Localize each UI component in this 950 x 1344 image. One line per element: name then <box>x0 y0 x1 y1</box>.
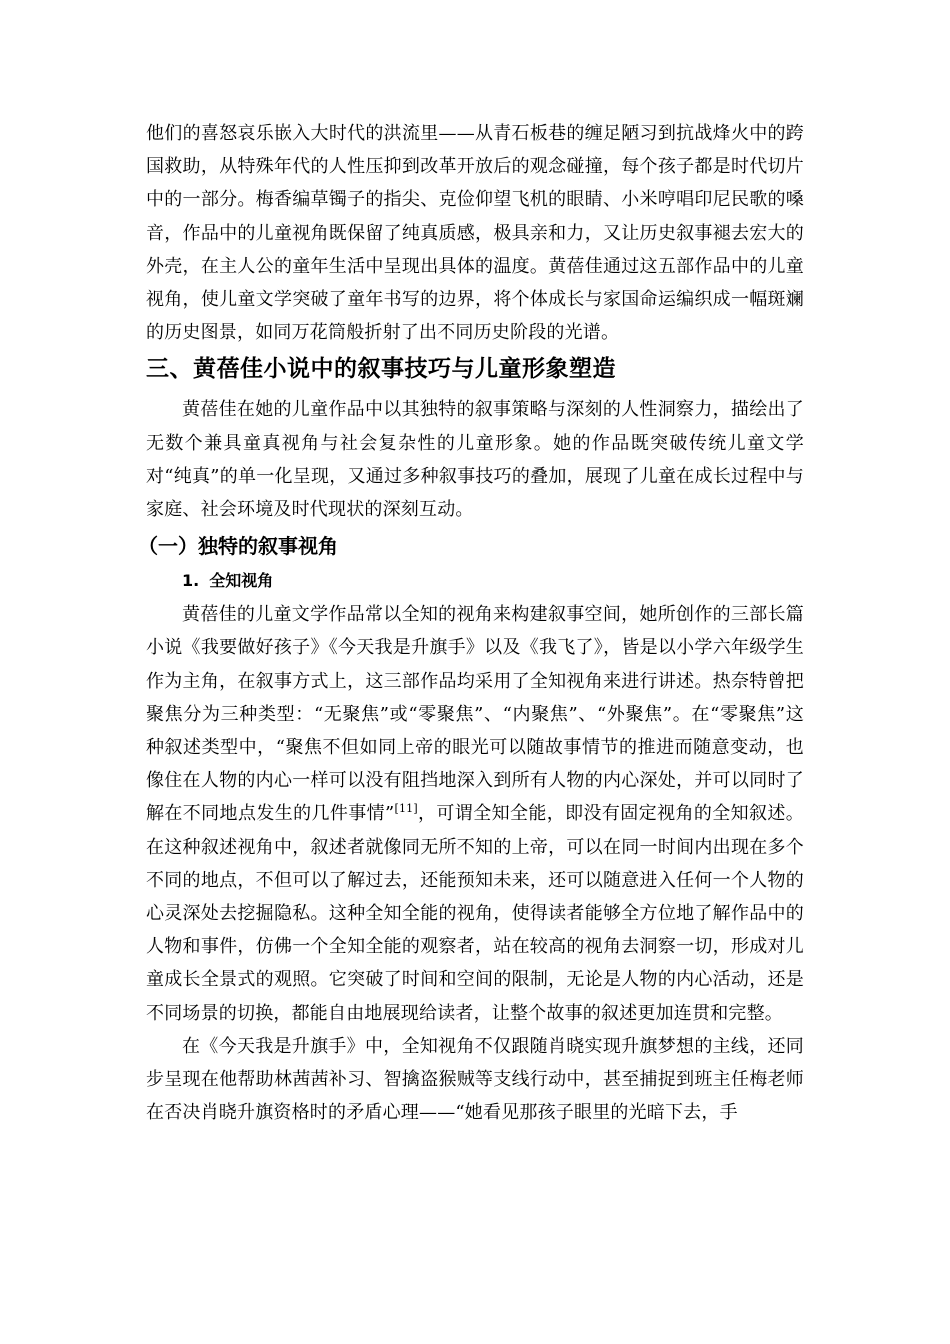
citation-marker: [11] <box>394 802 418 816</box>
paragraph-section-intro: 黄蓓佳在她的儿童作品中以其独特的叙事策略与深刻的人性洞察力，描绘出了无数个兼具童真视角与社会复杂性的儿童形象。她的作品既突破传统儿童文学对“纯真”的单一化呈现，又通过多种叙事技巧的叠加，展现了儿童在成长过程中与家庭、社会环境及时代现状的深刻互动。 <box>146 399 804 521</box>
paragraph-omniscient-view <box>146 598 804 1030</box>
item-number: 1. <box>182 571 200 591</box>
paragraph-text-part2: ，可谓全知全能，即没有固定视角的全知叙述。在这种叙述视角中，叙述者就像同无所不知的上帝，可以在同一时间内出现在多个不同的地点，不但可以了解过去，还能预知未来，还可以随意进入任何一个人物的心灵深处去挖掘隐私。这种全知全能的视角，使得读者能够全方位地了解作品中的人物和事件，仿佛一个全知全能的观察者，站在较高的视角去洞察一切，形成对儿童成长全景式的观照。它突破了时间和空间的限制，无论是人物的内心活动，还是不同场景的切换，都能自由地展现给读者，让整个故事的叙述更加连贯和完整。 <box>146 803 804 1024</box>
item-title: 全知视角 <box>209 571 274 591</box>
item-heading <box>146 564 804 598</box>
document-page <box>138 117 804 1129</box>
section-heading: 三、黄蓓佳小说中的叙事技巧与儿童形象塑造 <box>146 356 616 383</box>
paragraph-flag-raiser-example: 在《今天我是升旗手》中，全知视角不仅跟随肖晓实现升旗梦想的主线，还同步呈现在他帮助林茜茜补习、智擒盗猴贼等支线行动中，甚至捕捉到班主任梅老师在否决肖晓升旗资格时的矛盾心理——“她看见那孩子眼里的光暗下去，手 <box>146 1035 804 1124</box>
paragraph-historical-perspective: 他们的喜怒哀乐嵌入大时代的洪流里——从青石板巷的缠足陋习到抗战烽火中的跨国救助，从特殊年代的人性压抑到改革开放后的观念碰撞，每个孩子都是时代切片中的一部分。梅香编草镯子的指尖、克俭仰望飞机的眼睛、小米哼唱印尼民歌的嗓音，作品中的儿童视角既保留了纯真质感，极具亲和力，又让历史叙事褪去宏大的外壳，在主人公的童年生活中呈现出具体的温度。黄蓓佳通过这五部作品中的儿童视角，使儿童文学突破了童年书写的边界，将个体成长与家国命运编织成一幅斑斓的历史图景，如同万花筒般折射了出不同历史阶段的光谱。 <box>146 123 804 344</box>
paragraph-text-part1: 黄蓓佳的儿童文学作品常以全知的视角来构建叙事空间，她所创作的三部长篇小说《我要做好孩子》《今天我是升旗手》以及《我飞了》，皆是以小学六年级学生作为主角，在叙事方式上，这三部作品均采用了全知视角来进行讲述。热奈特曾把聚焦分为三种类型：“无聚焦”或“零聚焦”、“内聚焦”、“外聚焦”。在“零聚焦”这种叙述类型中，“聚焦不但如同上帝的眼光可以随故事情节的推进而随意变动，也像住在人物的内心一样可以没有阻挡地深入到所有人物的内心深处，并可以同时了解在不同地点发生的几件事情” <box>146 604 804 825</box>
subsection-heading: （一）独特的叙事视角 <box>138 534 338 559</box>
